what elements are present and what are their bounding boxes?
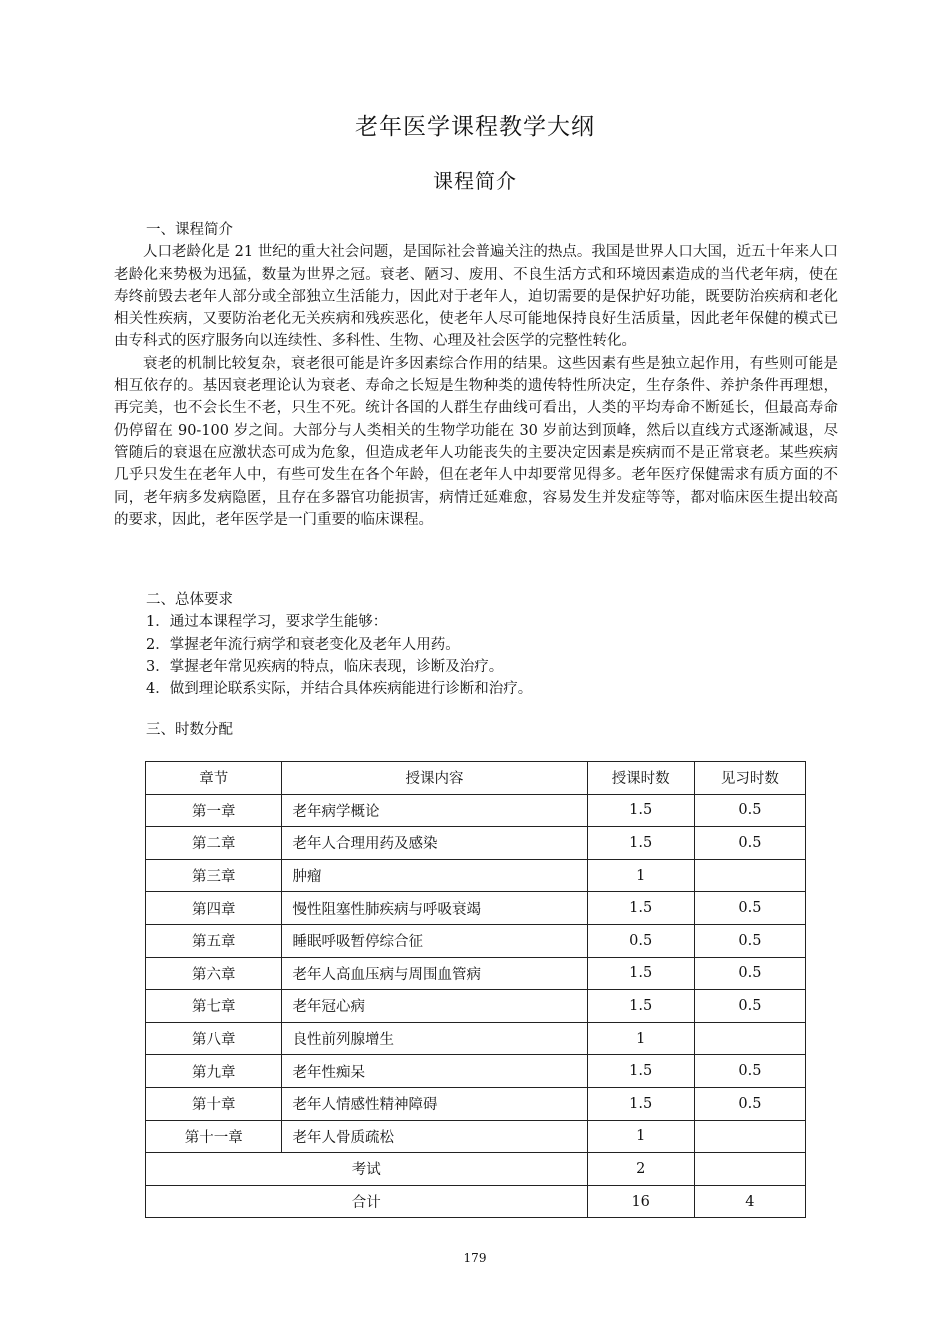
cell-lecture: 1 bbox=[587, 1022, 694, 1055]
cell-lecture: 1.5 bbox=[587, 892, 694, 925]
cell-practice bbox=[694, 1120, 805, 1153]
cell-exam-lecture: 2 bbox=[587, 1153, 694, 1186]
header-practice-hours: 见习时数 bbox=[694, 762, 805, 795]
cell-total-lecture: 16 bbox=[587, 1185, 694, 1218]
paragraph: 人口老龄化是 21 世纪的重大社会问题，是国际社会普遍关注的热点。我国是世界人口大国，近五十年来人口老龄化来势极为迅猛，数量为世界之冠。衰老、陋习、废用、不良生活方式和环境因素造成的当代老年病，使在寿终前毁去老年人部分或全部独立生活能力，因此对于老年人，迫切需要的是保护好功能，既要防治疾病和老化相关性疾病，又要防治老化无关疾病和残疾恶化，使老年人尽可能地保持良好生活质量，因此老年保健的模式已由专科式的医疗服务向以连续性、多科性、生物、心理及社会医学的完整性转化。 bbox=[114, 244, 838, 350]
cell-practice: 0.5 bbox=[694, 924, 805, 957]
cell-practice: 0.5 bbox=[694, 827, 805, 860]
table-header-row bbox=[146, 762, 806, 795]
cell-practice bbox=[694, 1022, 805, 1055]
cell-content: 老年病学概论 bbox=[282, 794, 587, 827]
cell-practice: 0.5 bbox=[694, 1055, 805, 1088]
cell-lecture: 1.5 bbox=[587, 794, 694, 827]
cell-total-label: 合计 bbox=[146, 1185, 588, 1218]
page-title: 老年医学课程教学大纲 bbox=[355, 114, 595, 140]
cell-content: 良性前列腺增生 bbox=[282, 1022, 587, 1055]
cell-chapter: 第三章 bbox=[146, 859, 282, 892]
cell-lecture: 1 bbox=[587, 859, 694, 892]
cell-practice: 0.5 bbox=[694, 1087, 805, 1120]
cell-chapter: 第二章 bbox=[146, 827, 282, 860]
header-chapter: 章节 bbox=[146, 762, 282, 795]
cell-lecture: 1.5 bbox=[587, 957, 694, 990]
table-row bbox=[146, 1022, 806, 1055]
table-row bbox=[146, 1120, 806, 1153]
cell-lecture: 1.5 bbox=[587, 827, 694, 860]
cell-chapter: 第一章 bbox=[146, 794, 282, 827]
cell-practice: 0.5 bbox=[694, 794, 805, 827]
cell-content: 老年人情感性精神障碍 bbox=[282, 1087, 587, 1120]
cell-lecture: 0.5 bbox=[587, 924, 694, 957]
hours-table bbox=[145, 761, 806, 1218]
table-row bbox=[146, 1087, 806, 1120]
cell-chapter: 第十一章 bbox=[146, 1120, 282, 1153]
cell-chapter: 第十章 bbox=[146, 1087, 282, 1120]
cell-lecture: 1.5 bbox=[587, 1087, 694, 1120]
section-heading: 一、课程简介 bbox=[146, 222, 233, 238]
cell-content: 老年人高血压病与周围血管病 bbox=[282, 957, 587, 990]
page-subtitle: 课程简介 bbox=[433, 169, 517, 193]
cell-chapter: 第五章 bbox=[146, 924, 282, 957]
requirement-item: 1．通过本课程学习，要求学生能够： bbox=[146, 614, 388, 631]
table-row bbox=[146, 794, 806, 827]
table-row bbox=[146, 990, 806, 1023]
requirement-item: 3．掌握老年常见疾病的特点，临床表现，诊断及治疗。 bbox=[146, 658, 504, 675]
cell-chapter: 第七章 bbox=[146, 990, 282, 1023]
cell-practice: 0.5 bbox=[694, 957, 805, 990]
section-hours bbox=[114, 719, 838, 741]
cell-total-practice: 4 bbox=[694, 1185, 805, 1218]
cell-exam-practice bbox=[694, 1153, 805, 1186]
requirement-item: 2．掌握老年流行病学和衰老变化及老年人用药。 bbox=[146, 636, 460, 653]
cell-content: 老年人合理用药及感染 bbox=[282, 827, 587, 860]
cell-lecture: 1.5 bbox=[587, 1055, 694, 1088]
exam-row bbox=[146, 1153, 806, 1186]
cell-practice: 0.5 bbox=[694, 990, 805, 1023]
cell-content: 慢性阻塞性肺疾病与呼吸衰竭 bbox=[282, 892, 587, 925]
cell-chapter: 第八章 bbox=[146, 1022, 282, 1055]
cell-content: 睡眠呼吸暂停综合征 bbox=[282, 924, 587, 957]
cell-chapter: 第六章 bbox=[146, 957, 282, 990]
page-number: 179 bbox=[463, 1251, 487, 1265]
header-lecture-hours: 授课时数 bbox=[587, 762, 694, 795]
table-row bbox=[146, 957, 806, 990]
cell-practice bbox=[694, 859, 805, 892]
cell-lecture: 1 bbox=[587, 1120, 694, 1153]
table-row bbox=[146, 1055, 806, 1088]
cell-lecture: 1.5 bbox=[587, 990, 694, 1023]
cell-content: 老年冠心病 bbox=[282, 990, 587, 1023]
requirement-item: 4．做到理论联系实际，并结合具体疾病能进行诊断和治疗。 bbox=[146, 681, 533, 698]
section-heading: 二、总体要求 bbox=[146, 592, 233, 608]
section-requirements bbox=[114, 589, 838, 700]
cell-practice: 0.5 bbox=[694, 892, 805, 925]
cell-chapter: 第四章 bbox=[146, 892, 282, 925]
table-row bbox=[146, 827, 806, 860]
paragraph: 衰老的机制比较复杂，衰老很可能是许多因素综合作用的结果。这些因素有些是独立起作用，有些则可能是相互依存的。基因衰老理论认为衰老、寿命之长短是生物种类的遗传特性所决定，生存条件、养护条件再理想，再完美，也不会长生不老，只生不死。统计各国的人群生存曲线可看出，人类的平均寿命不断延长，但最高寿命仍停留在 90-100 岁之间。大部分与人类相关的生物学功能在 30 岁前达到顶峰，然后以直线方式逐渐减退，尽管随后的衰退在应激状态可成为危象，但造成老年人功能丧失的主要决定因素是疾病而不是正常衰老。某些疾病几乎只发生在老年人中，有些可发生在各个年龄，但在老年人中却要常见得多。老年医疗保健需求有质方面的不同，老年病多发病隐匿，且存在多器官功能损害，病情迁延难愈，容易发生并发症等等，都对临床医生提出较高的要求，因此，老年医学是一门重要的临床课程。 bbox=[114, 355, 838, 528]
cell-chapter: 第九章 bbox=[146, 1055, 282, 1088]
cell-content: 老年性痴呆 bbox=[282, 1055, 587, 1088]
cell-content: 肿瘤 bbox=[282, 859, 587, 892]
cell-content: 老年人骨质疏松 bbox=[282, 1120, 587, 1153]
header-content: 授课内容 bbox=[282, 762, 587, 795]
cell-exam-label: 考试 bbox=[146, 1153, 588, 1186]
table-row bbox=[146, 924, 806, 957]
table-row bbox=[146, 859, 806, 892]
table-row bbox=[146, 892, 806, 925]
section-heading: 三、时数分配 bbox=[146, 722, 233, 738]
total-row bbox=[146, 1185, 806, 1218]
section-introduction bbox=[114, 219, 838, 531]
